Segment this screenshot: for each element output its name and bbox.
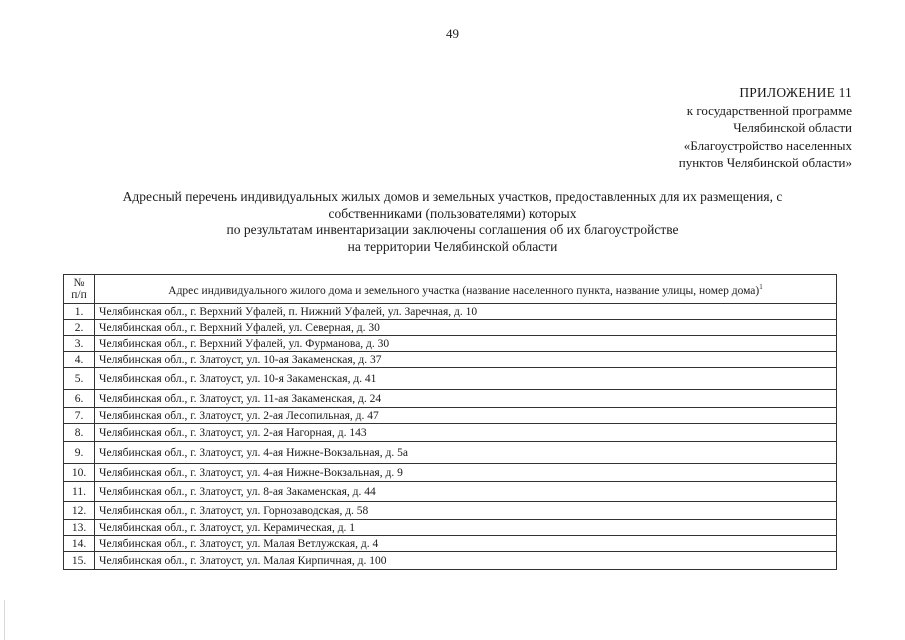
table-row [64,408,837,424]
row-address: Челябинская обл., г. Златоуст, ул. 2-ая Лесопильная, д. 47 [95,408,837,424]
row-number: 12. [64,502,95,520]
heading-line: на территории Челябинской области [347,238,558,254]
table-row [64,442,837,464]
row-address: Челябинская обл., г. Златоуст, ул. 2-ая Нагорная, д. 143 [95,424,837,442]
row-number: 14. [64,536,95,552]
footnote-marker: 1 [759,283,763,292]
table-row [64,424,837,442]
row-number: 4. [64,352,95,368]
row-address: Челябинская обл., г. Верхний Уфалей, ул. Фурманова, д. 30 [95,336,837,352]
table-row [64,390,837,408]
appendix-line: Челябинской области [733,120,852,135]
number-header-line: п/п [71,289,87,301]
row-address: Челябинская обл., г. Златоуст, ул. 4-ая Нижне-Вокзальная, д. 9 [95,464,837,482]
appendix-line: «Благоустройство населенных [683,137,852,153]
row-number: 9. [64,442,95,464]
row-number: 3. [64,336,95,352]
scan-edge-line [4,600,5,640]
row-number: 15. [64,552,95,570]
table-row [64,520,837,536]
address-table [63,274,837,570]
number-header-line: № [73,277,85,289]
row-address: Челябинская обл., г. Златоуст, ул. 4-ая Нижне-Вокзальная, д. 5а [95,442,837,464]
number-column-header [64,275,95,304]
heading-line: Адресный перечень индивидуальных жилых домов и земельных участков, предоставленных для их размещения, с [122,189,783,204]
row-number: 11. [64,482,95,502]
table-row [64,336,837,352]
heading-line: по результатам инвентаризации заключены соглашения об их благоустройстве [226,222,679,237]
table-header-row [64,275,837,304]
table-row [64,368,837,390]
row-address: Челябинская обл., г. Златоуст, ул. 8-ая Закаменская, д. 44 [95,482,837,502]
appendix-block [572,84,852,172]
table-body [64,304,837,570]
row-number: 7. [64,408,95,424]
row-number: 6. [64,390,95,408]
table-row [64,320,837,336]
row-address: Челябинская обл., г. Верхний Уфалей, ул. Северная, д. 30 [95,320,837,336]
row-number: 8. [64,424,95,442]
table-row [64,482,837,502]
document-heading [40,189,865,255]
appendix-title: ПРИЛОЖЕНИЕ 11 [739,85,852,100]
row-address: Челябинская обл., г. Златоуст, ул. Горнозаводская, д. 58 [95,502,837,520]
appendix-line: пунктов Челябинской области» [678,155,852,170]
row-number: 5. [64,368,95,390]
row-number: 2. [64,320,95,336]
row-address: Челябинская обл., г. Златоуст, ул. Малая Кирпичная, д. 100 [95,552,837,570]
table-row [64,536,837,552]
row-address: Челябинская обл., г. Златоуст, ул. Керамическая, д. 1 [95,520,837,536]
row-number: 1. [64,304,95,320]
row-address: Челябинская обл., г. Златоуст, ул. 10-я Закаменская, д. 41 [95,368,837,390]
page-number: 49 [446,26,459,41]
row-address: Челябинская обл., г. Верхний Уфалей, п. Нижний Уфалей, ул. Заречная, д. 10 [95,304,837,320]
row-number: 13. [64,520,95,536]
table-row [64,502,837,520]
table-row [64,352,837,368]
table-row [64,464,837,482]
row-number: 10. [64,464,95,482]
appendix-line: к государственной программе [686,102,852,118]
row-address: Челябинская обл., г. Златоуст, ул. Малая Ветлужская, д. 4 [95,536,837,552]
row-address: Челябинская обл., г. Златоуст, ул. 11-ая Закаменская, д. 24 [95,390,837,408]
table-row [64,552,837,570]
address-header-text: Адрес индивидуального жилого дома и земельного участка (название населенного пункта, название улицы, номер дома) [168,284,760,297]
table-row [64,304,837,320]
heading-line: собственниками (пользователями) которых [328,205,577,221]
row-address: Челябинская обл., г. Златоуст, ул. 10-ая Закаменская, д. 37 [95,352,837,368]
address-column-header [95,275,837,304]
